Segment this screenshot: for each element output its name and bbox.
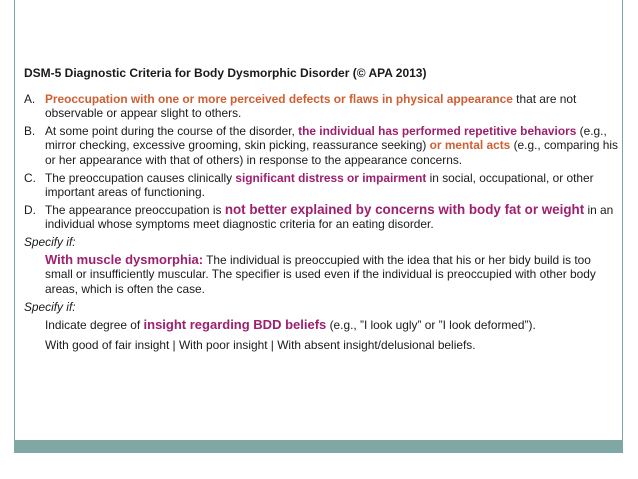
specifier-text: Indicate degree of xyxy=(45,317,141,332)
criterion-highlight: Preoccupation with one or more perceived defects or flaws in physical appearance xyxy=(45,91,513,106)
criterion-b xyxy=(24,124,620,168)
criterion-text: The appearance preoccupation is xyxy=(45,202,222,217)
criterion-c xyxy=(24,171,620,200)
specifier-text: The individual is preoccupied with the idea that his or her bidy build is too small or insufficiently muscular. The specifier is used even if the individual is preoccupied with other body areas, which is often the case. xyxy=(45,252,596,296)
criterion-text: The preoccupation causes clinically xyxy=(45,170,233,185)
criterion-label: D. xyxy=(24,202,36,217)
criterion-highlight: significant distress or impairment xyxy=(235,170,427,185)
specifier-insight xyxy=(24,318,620,333)
criterion-highlight: the individual has performed repetitive behaviors xyxy=(298,123,577,138)
criterion-label: A. xyxy=(24,91,36,106)
slide-content xyxy=(24,66,620,352)
specifier-highlight: insight regarding BDD beliefs xyxy=(143,316,327,332)
specifier-muscle-dysmorphia xyxy=(24,253,620,297)
criterion-text: in social, occupational, or other important areas of functioning. xyxy=(45,170,594,200)
criterion-d xyxy=(24,203,620,232)
criterion-text: (e.g., mirror checking, excessive grooming, skin picking, reassurance seeking) xyxy=(45,123,607,153)
criterion-highlight: not better explained by concerns with body fat or weight xyxy=(224,201,585,217)
criterion-label: C. xyxy=(24,170,36,185)
slide-frame-right xyxy=(622,0,623,440)
slide-footer-bar xyxy=(14,440,623,453)
slide-frame-left xyxy=(14,0,15,440)
slide-title: DSM-5 Diagnostic Criteria for Body Dysmorphic Disorder (© APA 2013) xyxy=(24,66,427,80)
specifier-heading: With muscle dysmorphia: xyxy=(45,251,204,267)
criterion-a xyxy=(24,92,620,121)
criterion-label: B. xyxy=(24,123,36,138)
criterion-text: At some point during the course of the disorder, xyxy=(45,123,295,138)
criterion-text: (e.g., comparing his or her appearance with that of others) in response to the appearance concerns. xyxy=(45,138,618,167)
insight-levels: With good of fair insight | With poor insight | With absent insight/delusional beliefs. xyxy=(45,337,476,352)
criterion-highlight: or mental acts xyxy=(429,138,511,153)
criterion-text: in an individual whose symptoms meet diagnostic criteria for an eating disorder. xyxy=(45,202,614,232)
specify-label: Specify if: xyxy=(24,300,76,315)
specify-label: Specify if: xyxy=(24,234,76,249)
criterion-text: that are not observable or appear slight to others. xyxy=(45,91,577,121)
specifier-text: (e.g., ”I look ugly” or ”I look deformed”). xyxy=(329,317,536,332)
